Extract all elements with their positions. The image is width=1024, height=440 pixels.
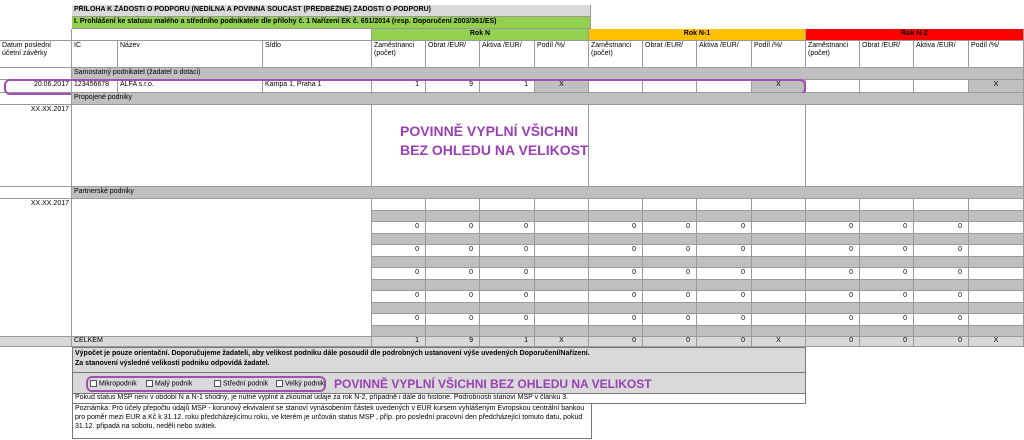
total-share-n: X xyxy=(535,337,589,347)
col-staff-n1: Zaměstnanci (počet) xyxy=(589,41,643,68)
partner-empty-cell[interactable] xyxy=(535,314,589,326)
partner-share-row-cell xyxy=(914,211,969,223)
annotation-mandatory xyxy=(400,122,589,160)
partner-share-row-cell xyxy=(426,303,480,315)
partner-date[interactable]: XX.XX.2017 xyxy=(0,199,72,337)
col-turnover-n2: Obrat /EUR/ xyxy=(860,41,914,68)
partner-empty-cell[interactable] xyxy=(535,199,589,211)
partner-value-cell[interactable]: 0 xyxy=(372,314,426,326)
section-linked: Propojené podniky xyxy=(72,93,1024,105)
partner-value-cell[interactable]: 0 xyxy=(480,222,535,234)
partner-share-row-cell xyxy=(860,303,914,315)
linked-n2[interactable] xyxy=(806,105,1024,187)
partner-share-row-cell xyxy=(372,257,426,269)
applicant-share-n1: X xyxy=(752,80,806,93)
partner-empty-cell[interactable] xyxy=(860,199,914,211)
partner-value-cell[interactable]: 0 xyxy=(914,314,969,326)
applicant-staff-n[interactable]: 1 xyxy=(372,80,426,93)
col-turnover-n: Obrat /EUR/ xyxy=(426,41,480,68)
partner-value-cell[interactable]: 0 xyxy=(914,268,969,280)
partner-share-row-cell xyxy=(480,234,535,246)
partner-share-row-cell xyxy=(806,211,860,223)
partner-value-cell[interactable]: 0 xyxy=(860,245,914,257)
partner-share-row-cell xyxy=(535,211,589,223)
partner-value-cell[interactable]: 0 xyxy=(697,314,752,326)
partner-value-cell[interactable]: 0 xyxy=(860,291,914,303)
partner-share-row-cell xyxy=(969,211,1024,223)
col-turnover-n1: Obrat /EUR/ xyxy=(643,41,697,68)
partner-empty-cell[interactable] xyxy=(752,291,806,303)
size-medium[interactable]: Střední podnik xyxy=(214,380,268,387)
partner-value-cell[interactable]: 0 xyxy=(426,314,480,326)
partner-value-cell[interactable]: 0 xyxy=(806,245,860,257)
applicant-share-n2: X xyxy=(969,80,1024,93)
partner-share-row-cell xyxy=(480,257,535,269)
partner-share-row-cell xyxy=(372,326,426,338)
partner-empty-cell[interactable] xyxy=(914,199,969,211)
partner-share-row-cell xyxy=(480,280,535,292)
total-assets-n2: 0 xyxy=(914,337,969,347)
partner-value-cell[interactable]: 0 xyxy=(914,291,969,303)
partner-value-cell[interactable]: 0 xyxy=(480,291,535,303)
partner-share-row-cell xyxy=(589,280,643,292)
partner-share-row-cell xyxy=(426,257,480,269)
applicant-turnover-n2[interactable] xyxy=(860,80,914,93)
year-n1-header: Rok N-1 xyxy=(589,29,806,41)
annotation-line-1: POVINNĚ VYPLNÍ VŠICHNI xyxy=(400,123,579,139)
col-ic: IČ xyxy=(72,41,118,68)
partner-share-row-cell xyxy=(535,303,589,315)
partner-value-cell[interactable]: 0 xyxy=(860,222,914,234)
partner-share-row-cell xyxy=(643,280,697,292)
partner-share-row-cell xyxy=(589,211,643,223)
partner-share-row-cell xyxy=(914,326,969,338)
partner-share-row-cell xyxy=(914,234,969,246)
partner-empty-cell[interactable] xyxy=(969,291,1024,303)
applicant-ic[interactable]: 123456678 xyxy=(72,80,118,93)
partner-empty-cell[interactable] xyxy=(697,199,752,211)
year-n2-header: Rok N-2 xyxy=(806,29,1024,41)
partner-share-row-cell xyxy=(860,280,914,292)
partner-empty-cell[interactable] xyxy=(969,222,1024,234)
partner-area[interactable] xyxy=(72,199,372,337)
total-label: CELKEM xyxy=(72,337,372,347)
partner-value-cell[interactable]: 0 xyxy=(643,222,697,234)
partner-value-cell[interactable]: 0 xyxy=(480,268,535,280)
partner-value-cell[interactable]: 0 xyxy=(589,314,643,326)
partner-value-cell[interactable]: 0 xyxy=(426,245,480,257)
checkbox-icon[interactable] xyxy=(90,380,97,387)
partner-empty-cell[interactable] xyxy=(426,199,480,211)
partner-value-cell[interactable]: 0 xyxy=(372,245,426,257)
total-assets-n1: 0 xyxy=(697,337,752,347)
partner-share-row-cell xyxy=(697,326,752,338)
partner-value-cell[interactable]: 0 xyxy=(643,268,697,280)
col-share-n1: Podíl /%/ xyxy=(752,41,806,68)
partner-share-row-cell xyxy=(969,326,1024,338)
partner-value-cell[interactable]: 0 xyxy=(426,222,480,234)
form-title: PŘÍLOHA K ŽÁDOSTI O PODPORU (NEDÍLNÁ A POVINNÁ SOUČÁST (PŘEDBĚŽNÉ) ŽÁDOSTI O PODPORU) xyxy=(72,5,591,17)
col-staff-n: Zaměstnanci (počet) xyxy=(372,41,426,68)
total-assets-n: 1 xyxy=(480,337,535,347)
partner-value-cell[interactable]: 0 xyxy=(697,291,752,303)
partner-empty-cell[interactable] xyxy=(535,222,589,234)
partner-share-row-cell xyxy=(589,303,643,315)
partner-value-cell[interactable]: 0 xyxy=(480,245,535,257)
note-line-1: Výpočet je pouze orientační. Doporučujeme žadateli, aby velikost podniku dále posoudil dle podrobných ustanovení výše uvedených Doporučení/Nařízení. xyxy=(75,350,590,357)
col-assets-n: Aktiva /EUR/ xyxy=(480,41,535,68)
partner-empty-cell[interactable] xyxy=(752,314,806,326)
partner-empty-cell[interactable] xyxy=(806,199,860,211)
partner-share-row-cell xyxy=(914,280,969,292)
col-share-n2: Podíl /%/ xyxy=(969,41,1024,68)
partner-share-row-cell xyxy=(806,257,860,269)
partner-value-cell[interactable]: 0 xyxy=(480,314,535,326)
applicant-assets-n2[interactable] xyxy=(914,80,969,93)
applicant-staff-n2[interactable] xyxy=(806,80,860,93)
annotation-inline: POVINNĚ VYPLNÍ VŠICHNI BEZ OHLEDU NA VELIKOST xyxy=(334,377,652,391)
partner-share-row-cell xyxy=(643,303,697,315)
total-turnover-n2: 0 xyxy=(860,337,914,347)
total-staff-n: 1 xyxy=(372,337,426,347)
col-share-n: Podíl /%/ xyxy=(535,41,589,68)
partner-value-cell[interactable]: 0 xyxy=(697,245,752,257)
partner-share-row-cell xyxy=(697,303,752,315)
col-name: Název xyxy=(118,41,263,68)
partner-share-row-cell xyxy=(860,257,914,269)
note-box xyxy=(72,347,806,373)
partner-share-row-cell xyxy=(426,211,480,223)
partner-value-cell[interactable]: 0 xyxy=(589,245,643,257)
blank-cell xyxy=(0,187,72,199)
partner-empty-cell[interactable] xyxy=(372,199,426,211)
blank-cell xyxy=(72,29,372,41)
partner-share-row-cell xyxy=(480,211,535,223)
partner-share-row-cell xyxy=(697,257,752,269)
col-assets-n2: Aktiva /EUR/ xyxy=(914,41,969,68)
partner-share-row-cell xyxy=(372,280,426,292)
partner-share-row-cell xyxy=(806,326,860,338)
partner-share-row-cell xyxy=(969,234,1024,246)
partner-share-row-cell xyxy=(589,234,643,246)
partner-empty-cell[interactable] xyxy=(589,199,643,211)
size-small[interactable]: Malý podnik xyxy=(146,380,192,387)
partner-empty-cell[interactable] xyxy=(535,291,589,303)
blank-cell xyxy=(0,93,72,105)
partner-value-cell[interactable]: 0 xyxy=(372,222,426,234)
applicant-date[interactable]: 20.06.2017 xyxy=(0,80,72,93)
partner-value-cell[interactable]: 0 xyxy=(806,314,860,326)
partner-value-cell[interactable]: 0 xyxy=(372,268,426,280)
total-turnover-n1: 0 xyxy=(643,337,697,347)
partner-empty-cell[interactable] xyxy=(752,199,806,211)
partner-share-row-cell xyxy=(969,257,1024,269)
partner-share-row-cell xyxy=(860,211,914,223)
annotation-line-2: BEZ OHLEDU NA VELIKOST xyxy=(400,141,589,158)
partner-value-cell[interactable]: 0 xyxy=(643,314,697,326)
remark-note: Poznámka: Pro účely přepočtu údajů MSP - korunový ekvivalent se stanoví vynásobením částek uvedených v EUR kursem vyhlášeným Evropskou centrální bankou pro poměr mezi EUR a Kč k 31.12. roku předcházejícímu roku, ve kterém je určován status MSP , příp. pro poslední pracovní den předcházející tomuto datu, pokud 31.12. připadá na sobotu, neděli nebo svátek. xyxy=(72,404,592,439)
partner-share-row-cell xyxy=(752,303,806,315)
partner-value-cell[interactable]: 0 xyxy=(806,291,860,303)
partner-empty-cell[interactable] xyxy=(969,245,1024,257)
partner-share-row-cell xyxy=(860,234,914,246)
col-seat: Sídlo xyxy=(263,41,372,68)
section-partner: Partnerské podniky xyxy=(72,187,1024,199)
applicant-assets-n[interactable]: 1 xyxy=(480,80,535,93)
partner-value-cell[interactable]: 0 xyxy=(372,291,426,303)
partner-share-row-cell xyxy=(480,326,535,338)
partner-share-row-cell xyxy=(535,280,589,292)
partner-empty-cell[interactable] xyxy=(752,268,806,280)
partner-share-row-cell xyxy=(969,280,1024,292)
partner-values xyxy=(372,199,1024,337)
partner-share-row-cell xyxy=(752,211,806,223)
partner-share-row-cell xyxy=(643,326,697,338)
partner-share-row-cell xyxy=(426,280,480,292)
partner-share-row-cell xyxy=(806,280,860,292)
partner-value-cell[interactable]: 0 xyxy=(806,222,860,234)
checkbox-icon[interactable] xyxy=(146,380,153,387)
partner-value-cell[interactable]: 0 xyxy=(914,222,969,234)
applicant-share-n: X xyxy=(535,80,589,93)
total-share-n1: X xyxy=(752,337,806,347)
status-note: Pokud status MSP není v období N a N-1 shodný, je nutné vyplnit a zkoumat údaje za rok N-2, případně i dále do historie. Podrobnosti stanoví MSP v článku 3. xyxy=(72,394,806,404)
partner-share-row-cell xyxy=(535,326,589,338)
form-subtitle: I. Prohlášení ke statusu malého a středního podnikatele dle přílohy č. 1 Nařízení EK č. 651/2014 (resp. Doporučení 2003/361/ES) xyxy=(72,17,591,29)
partner-share-row-cell xyxy=(643,211,697,223)
partner-share-row-cell xyxy=(372,303,426,315)
partner-empty-cell[interactable] xyxy=(480,199,535,211)
partner-empty-cell[interactable] xyxy=(535,245,589,257)
partner-value-cell[interactable]: 0 xyxy=(697,222,752,234)
partner-value-cell[interactable]: 0 xyxy=(589,222,643,234)
applicant-turnover-n[interactable]: 9 xyxy=(426,80,480,93)
blank-cell xyxy=(0,29,72,41)
partner-share-row-cell xyxy=(752,326,806,338)
size-large[interactable]: Velký podnik xyxy=(276,380,324,387)
partner-value-cell[interactable]: 0 xyxy=(426,291,480,303)
partner-value-cell[interactable]: 0 xyxy=(589,291,643,303)
partner-value-cell[interactable]: 0 xyxy=(914,245,969,257)
col-date: Datum poslední účetní závěrky xyxy=(0,41,72,68)
blank-cell xyxy=(0,337,72,347)
partner-share-row-cell xyxy=(535,257,589,269)
linked-area[interactable] xyxy=(72,105,372,187)
partner-share-row-cell xyxy=(535,234,589,246)
partner-value-cell[interactable]: 0 xyxy=(589,268,643,280)
partner-value-cell[interactable]: 0 xyxy=(426,268,480,280)
section-self: Samostatný podnikatel (žadatel o dotaci) xyxy=(72,68,1024,80)
partner-share-row-cell xyxy=(752,280,806,292)
partner-share-row-cell xyxy=(914,257,969,269)
linked-date[interactable]: XX.XX.2017 xyxy=(0,105,72,187)
partner-share-row-cell xyxy=(806,303,860,315)
partner-value-cell[interactable]: 0 xyxy=(697,268,752,280)
partner-empty-cell[interactable] xyxy=(969,199,1024,211)
linked-n1[interactable] xyxy=(589,105,806,187)
partner-share-row-cell xyxy=(426,234,480,246)
partner-value-cell[interactable]: 0 xyxy=(806,268,860,280)
partner-share-row-cell xyxy=(914,303,969,315)
partner-empty-cell[interactable] xyxy=(969,314,1024,326)
partner-share-row-cell xyxy=(697,211,752,223)
partner-share-row-cell xyxy=(697,280,752,292)
partner-empty-cell[interactable] xyxy=(643,199,697,211)
partner-share-row-cell xyxy=(969,303,1024,315)
partner-empty-cell[interactable] xyxy=(752,245,806,257)
note-line-2: Za stanovení výsledné velikosti podniku odpovídá žadatel. xyxy=(75,360,270,367)
year-n-header: Rok N xyxy=(372,29,589,41)
checkbox-icon[interactable] xyxy=(214,380,221,387)
partner-share-row-cell xyxy=(860,326,914,338)
checkbox-icon[interactable] xyxy=(276,380,283,387)
size-micro[interactable]: Mikropodnik xyxy=(90,380,137,387)
partner-value-cell[interactable]: 0 xyxy=(860,314,914,326)
applicant-name[interactable]: ALFA s.r.o. xyxy=(118,80,263,93)
partner-empty-cell[interactable] xyxy=(969,268,1024,280)
partner-share-row-cell xyxy=(372,211,426,223)
partner-share-row-cell xyxy=(643,234,697,246)
partner-empty-cell[interactable] xyxy=(535,268,589,280)
partner-share-row-cell xyxy=(752,257,806,269)
partner-share-row-cell xyxy=(752,234,806,246)
col-staff-n2: Zaměstnanci (počet) xyxy=(806,41,860,68)
partner-share-row-cell xyxy=(589,257,643,269)
partner-share-row-cell xyxy=(372,234,426,246)
partner-value-cell[interactable]: 0 xyxy=(643,245,697,257)
partner-share-row-cell xyxy=(480,303,535,315)
total-share-n2: X xyxy=(969,337,1024,347)
partner-share-row-cell xyxy=(806,234,860,246)
partner-value-cell[interactable]: 0 xyxy=(860,268,914,280)
col-assets-n1: Aktiva /EUR/ xyxy=(697,41,752,68)
partner-empty-cell[interactable] xyxy=(752,222,806,234)
partner-value-cell[interactable]: 0 xyxy=(643,291,697,303)
partner-share-row-cell xyxy=(589,326,643,338)
total-staff-n1: 0 xyxy=(589,337,643,347)
partner-share-row-cell xyxy=(697,234,752,246)
partner-share-row-cell xyxy=(426,326,480,338)
total-turnover-n: 9 xyxy=(426,337,480,347)
applicant-seat[interactable]: Kampa 1, Praha 1 xyxy=(263,80,372,93)
partner-share-row-cell xyxy=(643,257,697,269)
total-staff-n2: 0 xyxy=(806,337,860,347)
